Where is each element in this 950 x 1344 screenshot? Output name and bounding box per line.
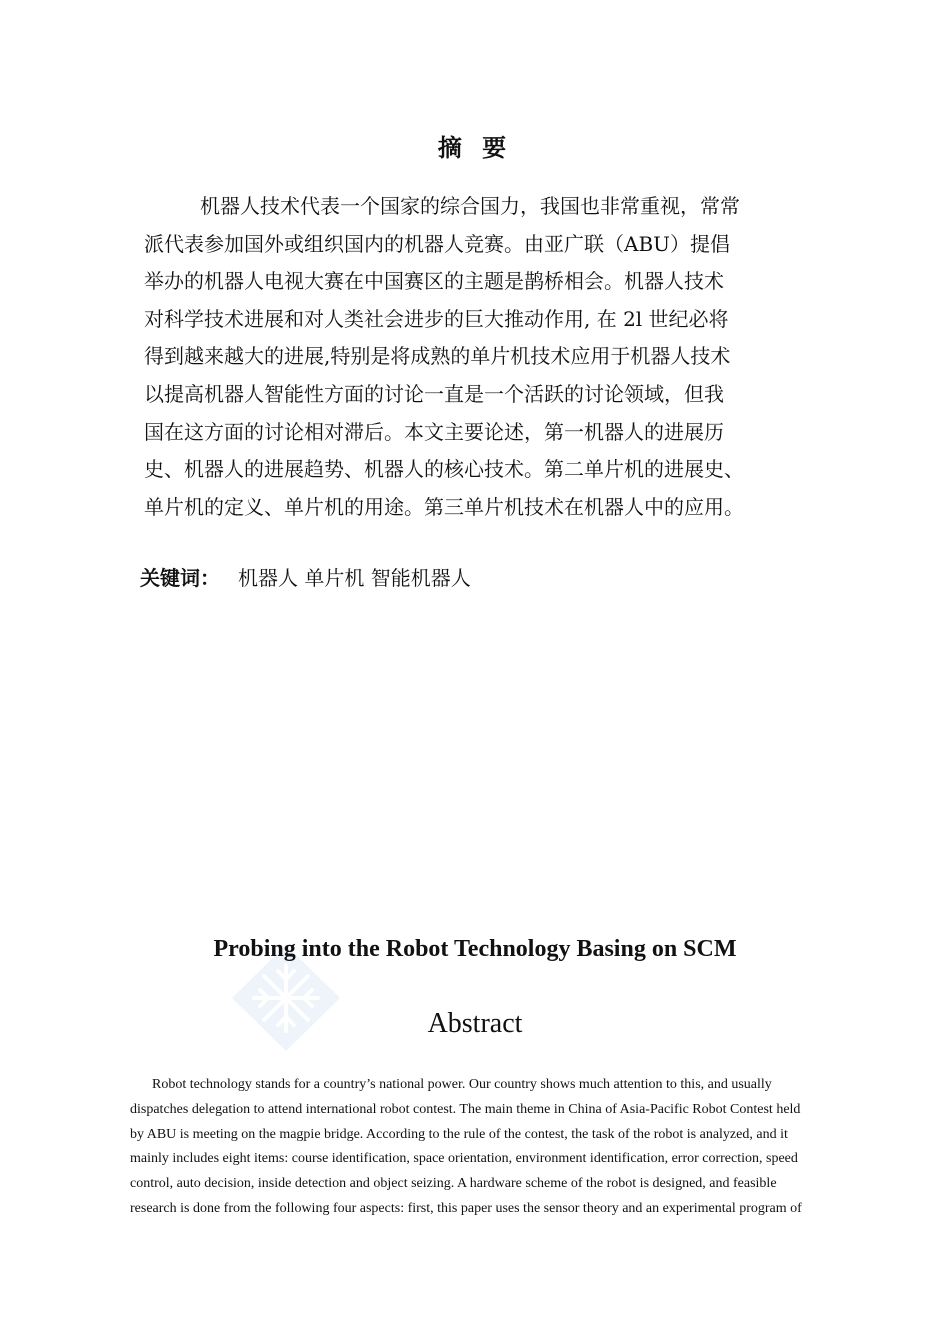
chinese-abstract-title: 摘 要 — [437, 134, 513, 162]
chinese-abstract-line: 派代表参加国外或组织国内的机器人竞赛。由亚广联（ABU）提倡 — [144, 231, 730, 256]
chinese-abstract-line: 史、机器人的进展趋势、机器人的核心技术。第二单片机的进展史、 — [144, 457, 744, 482]
english-abstract-line: dispatches delegation to attend international robot contest. The main theme in China of Asia-Pacific Robot Contest held — [130, 1101, 801, 1117]
keywords-label: 关键词： — [140, 566, 220, 590]
english-abstract-line: by ABU is meeting on the magpie bridge. According to the rule of the contest, the task of the robot is analyzed, and it — [130, 1126, 788, 1142]
chinese-abstract-line: 以提高机器人智能性方面的讨论一直是一个活跃的讨论领域，但我 — [144, 381, 724, 406]
chinese-abstract-line: 得到越来越大的进展,特别是将成熟的单片机技术应用于机器人技术 — [144, 344, 731, 369]
chinese-abstract-line: 机器人技术代表一个国家的综合国力，我国也非常重视，常常 — [200, 194, 740, 218]
chinese-abstract-body — [144, 188, 810, 526]
english-abstract-heading: Abstract — [427, 1008, 523, 1039]
keywords-value: 机器人 单片机 智能机器人 — [238, 566, 471, 590]
chinese-abstract-line: 举办的机器人电视大赛在中国赛区的主题是鹊桥相会。机器人技术 — [144, 269, 724, 294]
english-abstract-body — [130, 1073, 830, 1222]
keywords-line — [140, 562, 471, 591]
chinese-abstract-line: 对科学技术进展和对人类社会进步的巨大推动作用, 在 2l 世纪必将 — [144, 306, 729, 331]
english-abstract-line: mainly includes eight items: course identification, space orientation, environment identification, error correction, speed — [130, 1151, 798, 1167]
english-abstract-line: control, auto decision, inside detection and object seizing. A hardware scheme of the robot is designed, and feasible — [130, 1176, 777, 1192]
english-paper-title: Probing into the Robot Technology Basing on SCM — [213, 936, 737, 962]
chinese-abstract-line: 单片机的定义、单片机的用途。第三单片机技术在机器人中的应用。 — [144, 494, 744, 519]
english-abstract-line: research is done from the following four aspects: first, this paper uses the sensor theory and an experimental program of — [130, 1200, 802, 1216]
chinese-abstract-line: 国在这方面的讨论相对滞后。本文主要论述，第一机器人的进展历 — [144, 419, 724, 444]
english-abstract-line: Robot technology stands for a country’s national power. Our country shows much attention to this, and usually — [152, 1077, 772, 1092]
